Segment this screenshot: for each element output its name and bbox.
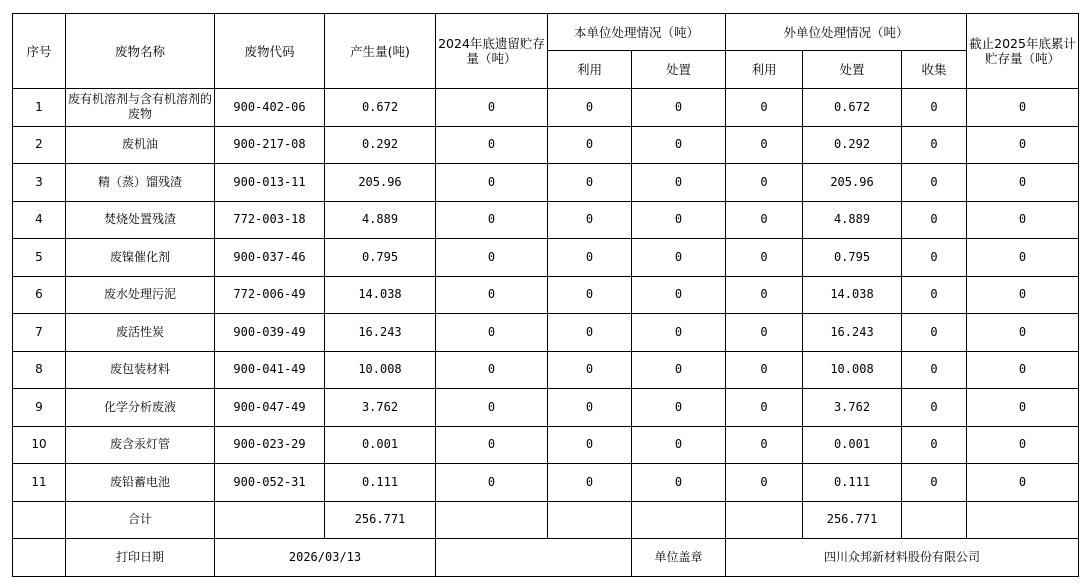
row-external-dispose: 0.795 (803, 239, 902, 277)
row-produced: 205.96 (325, 164, 436, 202)
row-seq: 5 (13, 239, 66, 277)
header-external-dispose: 处置 (803, 51, 902, 89)
row-internal-utilize: 0 (548, 89, 632, 127)
total-ext-use (726, 501, 803, 539)
header-external: 外单位处理情况（吨） (726, 14, 967, 51)
row-waste-name: 废有机溶剂与含有机溶剂的废物 (66, 89, 215, 127)
row-external-utilize: 0 (726, 351, 803, 389)
row-external-collect: 0 (902, 389, 967, 427)
row-produced: 0.111 (325, 464, 436, 502)
header-internal-utilize: 利用 (548, 51, 632, 89)
row-external-utilize: 0 (726, 164, 803, 202)
total-code (215, 501, 325, 539)
row-waste-code: 900-037-46 (215, 239, 325, 277)
row-seq: 11 (13, 464, 66, 502)
row-produced: 4.889 (325, 201, 436, 239)
row-external-collect: 0 (902, 426, 967, 464)
table-row (13, 201, 1079, 239)
row-external-utilize: 0 (726, 239, 803, 277)
row-seq: 8 (13, 351, 66, 389)
row-internal-dispose: 0 (632, 426, 726, 464)
row-external-dispose: 0.111 (803, 464, 902, 502)
row-seq: 4 (13, 201, 66, 239)
row-external-collect: 0 (902, 239, 967, 277)
row-waste-code: 900-013-11 (215, 164, 325, 202)
row-external-collect: 0 (902, 201, 967, 239)
row-external-utilize: 0 (726, 201, 803, 239)
row-external-dispose: 0.292 (803, 126, 902, 164)
row-internal-dispose: 0 (632, 276, 726, 314)
row-internal-utilize: 0 (548, 464, 632, 502)
row-internal-utilize: 0 (548, 201, 632, 239)
print-date-label: 打印日期 (66, 539, 215, 577)
row-external-utilize: 0 (726, 426, 803, 464)
row-external-collect: 0 (902, 89, 967, 127)
table-row (13, 239, 1079, 277)
header-external-utilize: 利用 (726, 51, 803, 89)
row-remaining-2024: 0 (436, 276, 548, 314)
table-body (13, 89, 1079, 502)
header-internal: 本单位处理情况（吨） (548, 14, 726, 51)
header-produced: 产生量(吨) (325, 14, 436, 89)
row-internal-utilize: 0 (548, 389, 632, 427)
row-remaining-2024: 0 (436, 389, 548, 427)
total-cum (967, 501, 1079, 539)
row-remaining-2024: 0 (436, 464, 548, 502)
row-waste-name: 废水处理污泥 (66, 276, 215, 314)
row-internal-utilize: 0 (548, 314, 632, 352)
row-internal-dispose: 0 (632, 351, 726, 389)
row-external-collect: 0 (902, 351, 967, 389)
row-external-utilize: 0 (726, 389, 803, 427)
table-row (13, 464, 1079, 502)
row-remaining-2024: 0 (436, 126, 548, 164)
row-internal-dispose: 0 (632, 89, 726, 127)
total-ext-coll (902, 501, 967, 539)
row-internal-utilize: 0 (548, 426, 632, 464)
total-row (13, 501, 1079, 539)
total-produced: 256.771 (325, 501, 436, 539)
row-waste-code: 900-052-31 (215, 464, 325, 502)
row-waste-name: 精（蒸）馏残渣 (66, 164, 215, 202)
row-produced: 16.243 (325, 314, 436, 352)
row-cumulative-2025: 0 (967, 426, 1079, 464)
row-waste-code: 900-402-06 (215, 89, 325, 127)
total-remain (436, 501, 548, 539)
row-seq: 10 (13, 426, 66, 464)
row-waste-name: 废包装材料 (66, 351, 215, 389)
table-row (13, 126, 1079, 164)
table-row (13, 276, 1079, 314)
row-external-collect: 0 (902, 314, 967, 352)
table-row (13, 314, 1079, 352)
row-external-utilize: 0 (726, 314, 803, 352)
print-date-value: 2026/03/13 (215, 539, 436, 577)
total-int-use (548, 501, 632, 539)
row-waste-code: 900-047-49 (215, 389, 325, 427)
header-remaining-2024: 2024年底遗留贮存量（吨） (436, 14, 548, 89)
row-external-utilize: 0 (726, 126, 803, 164)
row-seq: 7 (13, 314, 66, 352)
row-internal-dispose: 0 (632, 314, 726, 352)
row-waste-name: 废镍催化剂 (66, 239, 215, 277)
row-waste-code: 900-023-29 (215, 426, 325, 464)
row-remaining-2024: 0 (436, 426, 548, 464)
row-produced: 0.292 (325, 126, 436, 164)
row-produced: 3.762 (325, 389, 436, 427)
row-remaining-2024: 0 (436, 164, 548, 202)
row-seq: 3 (13, 164, 66, 202)
header-internal-dispose: 处置 (632, 51, 726, 89)
row-external-dispose: 16.243 (803, 314, 902, 352)
header-name: 废物名称 (66, 14, 215, 89)
row-produced: 0.672 (325, 89, 436, 127)
row-waste-code: 772-006-49 (215, 276, 325, 314)
row-cumulative-2025: 0 (967, 126, 1079, 164)
row-internal-utilize: 0 (548, 126, 632, 164)
row-cumulative-2025: 0 (967, 164, 1079, 202)
row-internal-dispose: 0 (632, 201, 726, 239)
row-internal-utilize: 0 (548, 164, 632, 202)
row-internal-utilize: 0 (548, 351, 632, 389)
row-remaining-2024: 0 (436, 314, 548, 352)
row-cumulative-2025: 0 (967, 89, 1079, 127)
row-cumulative-2025: 0 (967, 276, 1079, 314)
row-external-collect: 0 (902, 276, 967, 314)
row-external-collect: 0 (902, 464, 967, 502)
footer-blank (13, 539, 66, 577)
row-waste-code: 900-041-49 (215, 351, 325, 389)
row-external-dispose: 4.889 (803, 201, 902, 239)
row-waste-name: 废铅蓄电池 (66, 464, 215, 502)
row-cumulative-2025: 0 (967, 314, 1079, 352)
row-waste-name: 焚烧处置残渣 (66, 201, 215, 239)
table-row (13, 164, 1079, 202)
row-internal-dispose: 0 (632, 239, 726, 277)
row-external-collect: 0 (902, 164, 967, 202)
row-external-dispose: 0.672 (803, 89, 902, 127)
row-waste-name: 废含汞灯管 (66, 426, 215, 464)
row-waste-code: 900-039-49 (215, 314, 325, 352)
row-seq: 6 (13, 276, 66, 314)
row-internal-dispose: 0 (632, 389, 726, 427)
total-seq (13, 501, 66, 539)
row-seq: 1 (13, 89, 66, 127)
seal-label: 单位盖章 (632, 539, 726, 577)
row-produced: 14.038 (325, 276, 436, 314)
table-row (13, 351, 1079, 389)
row-external-dispose: 10.008 (803, 351, 902, 389)
row-produced: 0.795 (325, 239, 436, 277)
row-external-dispose: 14.038 (803, 276, 902, 314)
row-waste-name: 化学分析废液 (66, 389, 215, 427)
row-produced: 0.001 (325, 426, 436, 464)
table-row (13, 426, 1079, 464)
table-row (13, 389, 1079, 427)
row-remaining-2024: 0 (436, 239, 548, 277)
row-waste-code: 772-003-18 (215, 201, 325, 239)
total-ext-disp: 256.771 (803, 501, 902, 539)
footer-row (13, 539, 1079, 577)
total-label: 合计 (66, 501, 215, 539)
row-produced: 10.008 (325, 351, 436, 389)
row-seq: 9 (13, 389, 66, 427)
header-external-collect: 收集 (902, 51, 967, 89)
row-internal-utilize: 0 (548, 276, 632, 314)
row-external-dispose: 0.001 (803, 426, 902, 464)
table-row (13, 89, 1079, 127)
row-external-utilize: 0 (726, 276, 803, 314)
header-cumulative-2025: 截止2025年底累计贮存量（吨） (967, 14, 1079, 89)
row-external-utilize: 0 (726, 89, 803, 127)
row-external-collect: 0 (902, 126, 967, 164)
row-cumulative-2025: 0 (967, 201, 1079, 239)
row-remaining-2024: 0 (436, 351, 548, 389)
header-code: 废物代码 (215, 14, 325, 89)
row-waste-name: 废机油 (66, 126, 215, 164)
row-internal-dispose: 0 (632, 126, 726, 164)
row-cumulative-2025: 0 (967, 464, 1079, 502)
row-external-dispose: 205.96 (803, 164, 902, 202)
hazardous-waste-table (12, 13, 1079, 577)
row-cumulative-2025: 0 (967, 351, 1079, 389)
row-internal-dispose: 0 (632, 164, 726, 202)
footer-blank-middle (436, 539, 632, 577)
row-external-dispose: 3.762 (803, 389, 902, 427)
total-int-disp (632, 501, 726, 539)
row-internal-utilize: 0 (548, 239, 632, 277)
company-name: 四川众邦新材料股份有限公司 (726, 539, 1079, 577)
row-cumulative-2025: 0 (967, 239, 1079, 277)
row-cumulative-2025: 0 (967, 389, 1079, 427)
row-remaining-2024: 0 (436, 89, 548, 127)
header-seq: 序号 (13, 14, 66, 89)
row-waste-name: 废活性炭 (66, 314, 215, 352)
row-seq: 2 (13, 126, 66, 164)
row-remaining-2024: 0 (436, 201, 548, 239)
row-waste-code: 900-217-08 (215, 126, 325, 164)
row-internal-dispose: 0 (632, 464, 726, 502)
row-external-utilize: 0 (726, 464, 803, 502)
